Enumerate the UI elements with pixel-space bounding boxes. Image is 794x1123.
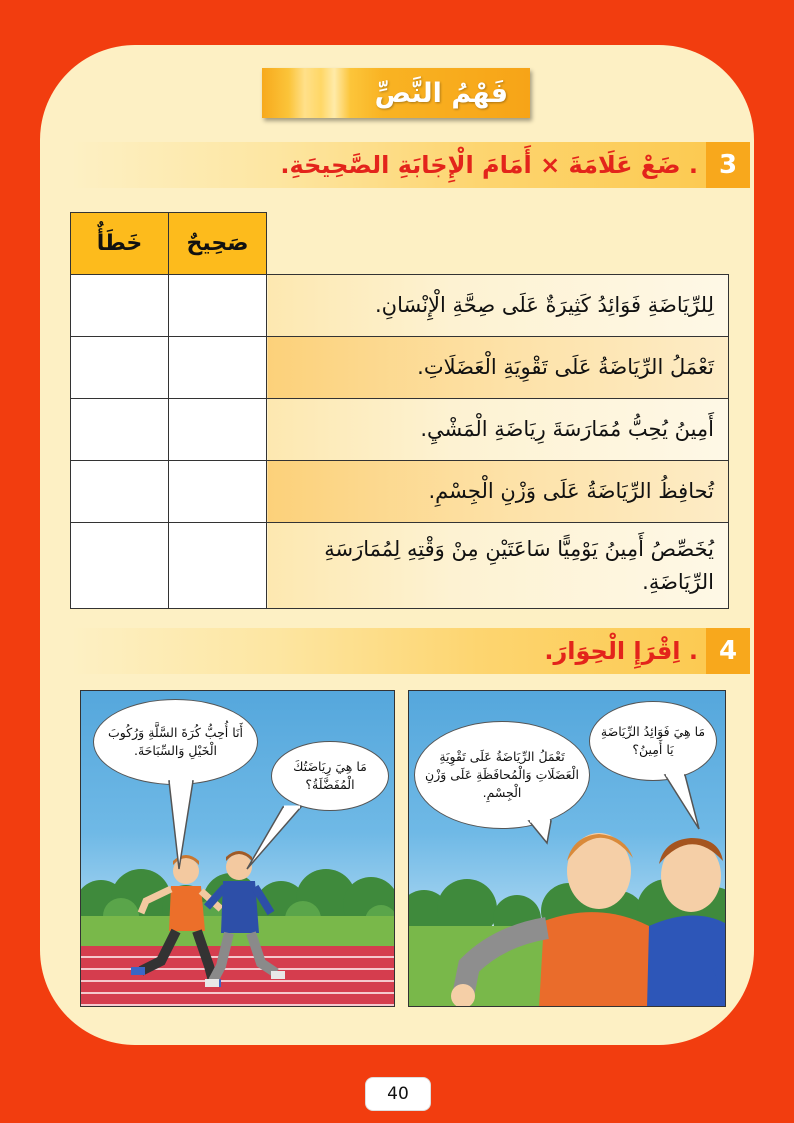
- statement: تُحافِظُ الرِّيَاضَةُ عَلَى وَزْنِ الْجِسْمِ.: [267, 461, 729, 523]
- page-title: فَهْمُ النَّصِّ: [374, 77, 508, 109]
- speech-bubble-tail: [167, 779, 197, 871]
- speech-bubble-tail: [527, 819, 557, 845]
- header-wrong: خَطَأٌ: [71, 213, 169, 275]
- wrong-checkbox-cell[interactable]: [71, 399, 169, 461]
- table-row: [71, 523, 729, 609]
- statement: أَمِينُ يُحِبُّ مُمَارَسَةَ رِيَاضَةِ الْمَشْيِ.: [267, 399, 729, 461]
- correct-checkbox-cell[interactable]: [169, 337, 267, 399]
- section-4-instruction: . اِقْرَإِ الْحِوَارَ.: [544, 637, 698, 665]
- correct-checkbox-cell[interactable]: [169, 399, 267, 461]
- section-3-number: 3: [706, 142, 750, 188]
- true-false-table: [70, 212, 729, 609]
- correct-checkbox-cell[interactable]: [169, 523, 267, 609]
- section-3-instruction: . ضَعْ عَلَامَةَ × أَمَامَ الْإِجَابَةِ الصَّحِيحَةِ.: [280, 151, 698, 179]
- section-4-number: 4: [706, 628, 750, 674]
- speech-bubble: مَا هِيَ فَوَائِدُ الرِّيَاضَةِ يَا أَمِينُ؟: [589, 701, 717, 781]
- section-3-header: [70, 142, 750, 188]
- speech-bubble: تَعْمَلُ الرِّيَاضَةُ عَلَى تَقْوِيَةِ الْعَضَلَاتِ وَالْمُحافَظَةِ عَلَى وَزْنِ الْجِسْمِ.: [414, 721, 590, 829]
- speech-bubble: أَنَا أُحِبُّ كُرَةَ السَّلَّةِ وَرُكُوبَ الْخَيْلِ وَالسِّبَاحَةَ.: [93, 699, 258, 785]
- header-correct: صَحِيحٌ: [169, 213, 267, 275]
- wrong-checkbox-cell[interactable]: [71, 337, 169, 399]
- table-row: [71, 337, 729, 399]
- table-row: [71, 461, 729, 523]
- statement: يُخَصِّصُ أَمِينُ يَوْمِيًّا سَاعَتَيْنِ مِنْ وَقْتِهِ لِمُمَارَسَةِ الرِّيَاضَةِ.: [267, 523, 729, 609]
- wrong-checkbox-cell[interactable]: [71, 275, 169, 337]
- statement: لِلرِّيَاضَةِ فَوَائِدُ كَثِيرَةٌ عَلَى صِحَّةِ الْإِنْسَانِ.: [267, 275, 729, 337]
- correct-checkbox-cell[interactable]: [169, 461, 267, 523]
- section-4-header: [70, 628, 750, 674]
- wrong-checkbox-cell[interactable]: [71, 523, 169, 609]
- wrong-checkbox-cell[interactable]: [71, 461, 169, 523]
- page-number: 40: [365, 1077, 431, 1111]
- statement: تَعْمَلُ الرِّيَاضَةُ عَلَى تَقْوِيَةِ الْعَضَلَاتِ.: [267, 337, 729, 399]
- speech-bubble-tail: [663, 773, 703, 833]
- table-row: [71, 399, 729, 461]
- table-row: [71, 275, 729, 337]
- header-blank: [267, 213, 729, 275]
- speech-bubble: مَا هِيَ رِيَاضَتُكَ الْمُفَضَّلَةُ؟: [271, 741, 389, 811]
- speech-bubble-tail: [243, 803, 303, 873]
- comic-panel-left: [80, 690, 395, 1007]
- comic-panel-right: [408, 690, 726, 1007]
- correct-checkbox-cell[interactable]: [169, 275, 267, 337]
- characters-illustration: [449, 816, 726, 1007]
- title-banner: [262, 68, 530, 118]
